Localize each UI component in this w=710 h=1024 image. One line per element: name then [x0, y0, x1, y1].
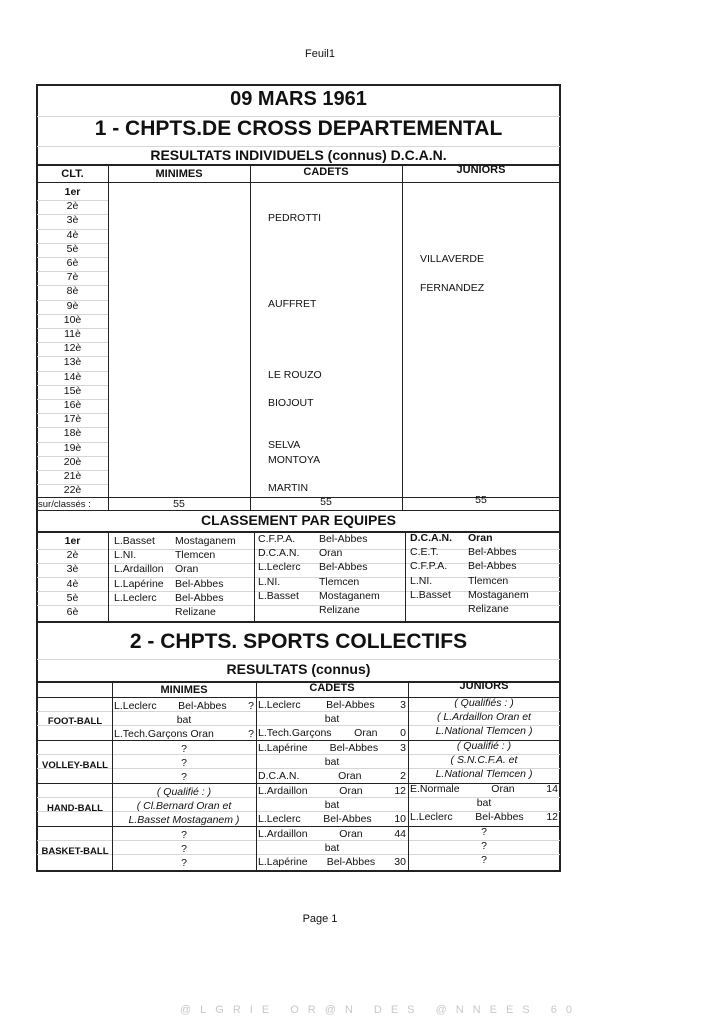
- classified-juniors: 55: [475, 494, 487, 506]
- individual-results-subtitle: RESULTATS INDIVIDUELS (connus) D.C.A.N.: [150, 147, 447, 163]
- sports-header-minimes: MINIMES: [160, 684, 208, 696]
- junior-runner: VILLAVERDE: [420, 253, 484, 265]
- team-text: Bel-Abbes: [178, 700, 227, 712]
- volleyball-cadets-line: bat: [324, 756, 340, 769]
- juniors-team-city: Bel-Abbes: [468, 560, 517, 573]
- basketball-juniors-line: ?: [481, 826, 487, 838]
- juniors-team-school: L.NI.: [410, 574, 433, 587]
- juniors-team-city: Relizane: [468, 603, 509, 615]
- rank-label: 13è: [63, 356, 82, 369]
- handball-juniors-line: [410, 811, 558, 823]
- team-text: Oran: [339, 828, 363, 840]
- rank-label: 1er: [64, 186, 81, 198]
- rank-label: 11è: [64, 328, 81, 340]
- rank-label: 14è: [63, 370, 82, 383]
- rank-label: 16è: [63, 399, 82, 411]
- volleyball-minimes-line: ?: [181, 743, 187, 755]
- score: 3: [400, 699, 406, 711]
- juniors-team-city: Oran: [468, 532, 493, 544]
- rank-label: 10è: [63, 313, 82, 326]
- handball-juniors-line: bat: [476, 797, 492, 810]
- score: 44: [394, 828, 406, 840]
- rank-label: 12è: [63, 342, 82, 355]
- football-minimes-line: [114, 700, 254, 712]
- column-header-juniors: JUNIORS: [456, 164, 506, 176]
- cross-championship-title: 1 - CHPTS.DE CROSS DEPARTEMENTAL: [94, 117, 503, 140]
- classified-label: sur/classés :: [38, 499, 91, 510]
- team-rank-label: 3è: [66, 563, 79, 576]
- cadets-team-school: L.Leclerc: [258, 561, 301, 574]
- basketball-cadets-line: bat: [324, 842, 340, 855]
- basketball-minimes-line: ?: [181, 857, 187, 870]
- column-header-cadets: CADETS: [303, 166, 349, 178]
- team-text: Bel-Abbes: [475, 811, 524, 824]
- sports-header-juniors: JUNIORS: [459, 680, 509, 692]
- team-rank-label: 1er: [64, 535, 81, 547]
- team-text: Bel-Abbes: [326, 856, 376, 869]
- volleyball-minimes-line: ?: [181, 771, 187, 784]
- rank-label: 17è: [63, 413, 82, 426]
- rank-label: 4è: [66, 228, 79, 241]
- team-text: L.Lapérine: [258, 742, 308, 754]
- team-ranking-title: CLASSEMENT PAR EQUIPES: [201, 512, 396, 528]
- team-text: L.Leclerc: [114, 700, 157, 712]
- team-text: L.Ardaillon: [258, 828, 308, 840]
- cadet-runner: BIOJOUT: [268, 397, 314, 409]
- minimes-team-city: Relizane: [175, 606, 216, 618]
- score: 14: [546, 783, 558, 795]
- score: 2: [400, 770, 406, 783]
- rank-label: 6è: [66, 257, 79, 269]
- minimes-team-school: L.NI.: [114, 549, 137, 562]
- football-cadets-line: bat: [324, 713, 340, 726]
- volleyball-juniors-line: L.National Tlemcen ): [435, 768, 533, 781]
- team-text: L.Lapérine: [258, 856, 308, 869]
- team-text: Oran: [491, 783, 515, 795]
- handball-juniors-line: [410, 783, 558, 795]
- score: 12: [394, 785, 406, 797]
- volleyball-juniors-line: ( Qualifié : ): [456, 740, 512, 752]
- cadets-team-school: D.C.A.N.: [258, 547, 300, 560]
- team-sports-subtitle: RESULTATS (connus): [226, 661, 371, 677]
- team-text: E.Normale: [410, 783, 460, 795]
- rank-label: 3è: [66, 214, 79, 227]
- cadets-team-city: Bel-Abbes: [319, 533, 368, 545]
- cadets-team-city: Mostaganem: [319, 589, 380, 602]
- rank-label: 19è: [63, 441, 82, 454]
- team-text: L.Leclerc: [258, 699, 301, 711]
- cadets-team-city: Tlemcen: [319, 575, 360, 588]
- sport-label-handball: HAND-BALL: [47, 803, 103, 814]
- juniors-team-school: L.Basset: [410, 588, 451, 601]
- minimes-team-city: Tlemcen: [175, 549, 216, 562]
- cadet-runner: PEDROTTI: [268, 212, 322, 224]
- minimes-team-school: L.Lapérine: [114, 577, 164, 590]
- team-text: Bel-Abbes: [329, 742, 379, 754]
- classified-cadets: 55: [320, 496, 332, 508]
- minimes-team-school: L.Basset: [114, 535, 155, 547]
- team-text: L.Ardaillon: [258, 785, 308, 797]
- handball-minimes-line: ( Qualifié : ): [156, 786, 212, 798]
- football-cadets-line: [258, 727, 406, 739]
- minimes-team-city: Mostaganem: [175, 535, 236, 547]
- rank-label: 20è: [63, 455, 82, 468]
- sports-header-cadets: CADETS: [309, 682, 355, 694]
- score: 0: [400, 727, 406, 740]
- team-text: Oran: [338, 770, 362, 783]
- cadets-team-school: L.NI.: [258, 575, 281, 588]
- rank-label: 15è: [63, 384, 82, 397]
- juniors-team-school: D.C.A.N.: [410, 532, 452, 544]
- cadet-runner: MARTIN: [268, 482, 309, 494]
- column-header-minimes: MINIMES: [155, 168, 203, 180]
- football-juniors-line: L.National Tlemcen ): [435, 725, 533, 738]
- cadet-runner: MONTOYA: [268, 454, 321, 466]
- rank-label: 5è: [66, 242, 79, 255]
- cadets-team-school: C.F.P.A.: [258, 533, 296, 545]
- basketball-cadets-line: [258, 856, 406, 868]
- handball-minimes-line: ( Cl.Bernard Oran et: [136, 800, 232, 813]
- volleyball-cadets-line: [258, 742, 406, 754]
- rank-label: 21è: [63, 470, 82, 482]
- team-rank-label: 2è: [66, 549, 79, 562]
- team-text: L.Leclerc: [258, 813, 301, 826]
- score: ?: [248, 728, 254, 741]
- football-minimes-line: bat: [176, 714, 192, 727]
- basketball-juniors-line: ?: [481, 854, 487, 867]
- juniors-team-city: Bel-Abbes: [468, 546, 517, 559]
- sport-label-basketball: BASKET-BALL: [41, 846, 109, 857]
- team-text: L.Leclerc: [410, 811, 453, 824]
- juniors-team-city: Mostaganem: [468, 588, 529, 601]
- rank-label: 9è: [66, 299, 79, 312]
- rank-label: 18è: [63, 427, 82, 440]
- juniors-team-school: C.E.T.: [410, 546, 439, 559]
- junior-runner: FERNANDEZ: [420, 282, 485, 294]
- cadet-runner: SELVA: [268, 439, 301, 451]
- rank-label: 7è: [66, 271, 79, 284]
- team-text: Oran: [354, 727, 378, 740]
- handball-minimes-line: L.Basset Mostaganem ): [128, 814, 240, 827]
- basketball-juniors-line: ?: [481, 840, 487, 853]
- basketball-cadets-line: [258, 828, 406, 840]
- cadet-runner: LE ROUZO: [268, 369, 322, 381]
- score: 30: [394, 856, 406, 869]
- handball-cadets-line: [258, 813, 406, 825]
- page-number: Page 1: [302, 913, 338, 925]
- juniors-team-city: Tlemcen: [468, 574, 509, 587]
- football-minimes-line: [114, 728, 254, 740]
- handball-cadets-line: [258, 785, 406, 797]
- cadets-team-city: Bel-Abbes: [319, 561, 368, 574]
- rank-label: 2è: [66, 200, 79, 213]
- rank-label: 22è: [63, 484, 82, 497]
- volleyball-cadets-line: [258, 770, 406, 782]
- event-date: 09 MARS 1961: [230, 88, 367, 110]
- team-text: L.Tech.Garçons Oran: [114, 728, 214, 741]
- juniors-team-school: C.F.P.A.: [410, 560, 448, 573]
- minimes-team-city: Oran: [175, 563, 199, 576]
- cadets-team-city: Oran: [319, 547, 343, 560]
- score: ?: [248, 700, 254, 712]
- football-cadets-line: [258, 699, 406, 711]
- team-rank-label: 6è: [66, 606, 79, 618]
- cadets-team-school: L.Basset: [258, 589, 299, 602]
- team-rank-label: 5è: [66, 591, 79, 604]
- score: 10: [394, 813, 406, 826]
- rank-label: 8è: [66, 285, 79, 298]
- watermark: @LGRIE OR@N DES @NNEES 60: [180, 1004, 581, 1016]
- classified-minimes: 55: [173, 498, 185, 510]
- minimes-team-city: Bel-Abbes: [175, 577, 224, 590]
- team-text: Bel-Abbes: [326, 699, 375, 711]
- team-text: Oran: [339, 785, 363, 797]
- team-rank-label: 4è: [66, 577, 79, 590]
- column-header-clt: CLT.: [61, 168, 84, 180]
- score: 3: [400, 742, 406, 754]
- score: 12: [546, 811, 558, 824]
- football-juniors-line: ( L.Ardaillon Oran et: [437, 711, 531, 724]
- sheet-name: Feuil1: [305, 48, 335, 60]
- cadets-team-city: Relizane: [319, 604, 360, 616]
- cadet-runner: AUFFRET: [268, 298, 317, 310]
- team-text: L.Tech.Garçons: [258, 727, 332, 740]
- sport-label-volleyball: VOLLEY-BALL: [42, 760, 108, 771]
- minimes-team-city: Bel-Abbes: [175, 591, 224, 604]
- team-text: Bel-Abbes: [323, 813, 372, 826]
- sport-label-football: FOOT-BALL: [47, 716, 103, 727]
- minimes-team-school: L.Ardaillon: [114, 563, 164, 576]
- handball-cadets-line: bat: [324, 799, 340, 812]
- minimes-team-school: L.Leclerc: [114, 591, 157, 604]
- team-text: D.C.A.N.: [258, 770, 300, 783]
- volleyball-minimes-line: ?: [181, 757, 187, 770]
- football-juniors-line: ( Qualifiés : ): [454, 697, 514, 709]
- basketball-minimes-line: ?: [181, 843, 187, 856]
- team-sports-title: 2 - CHPTS. SPORTS COLLECTIFS: [129, 630, 468, 653]
- basketball-minimes-line: ?: [181, 829, 187, 841]
- volleyball-juniors-line: ( S.N.C.F.A. et: [450, 754, 518, 767]
